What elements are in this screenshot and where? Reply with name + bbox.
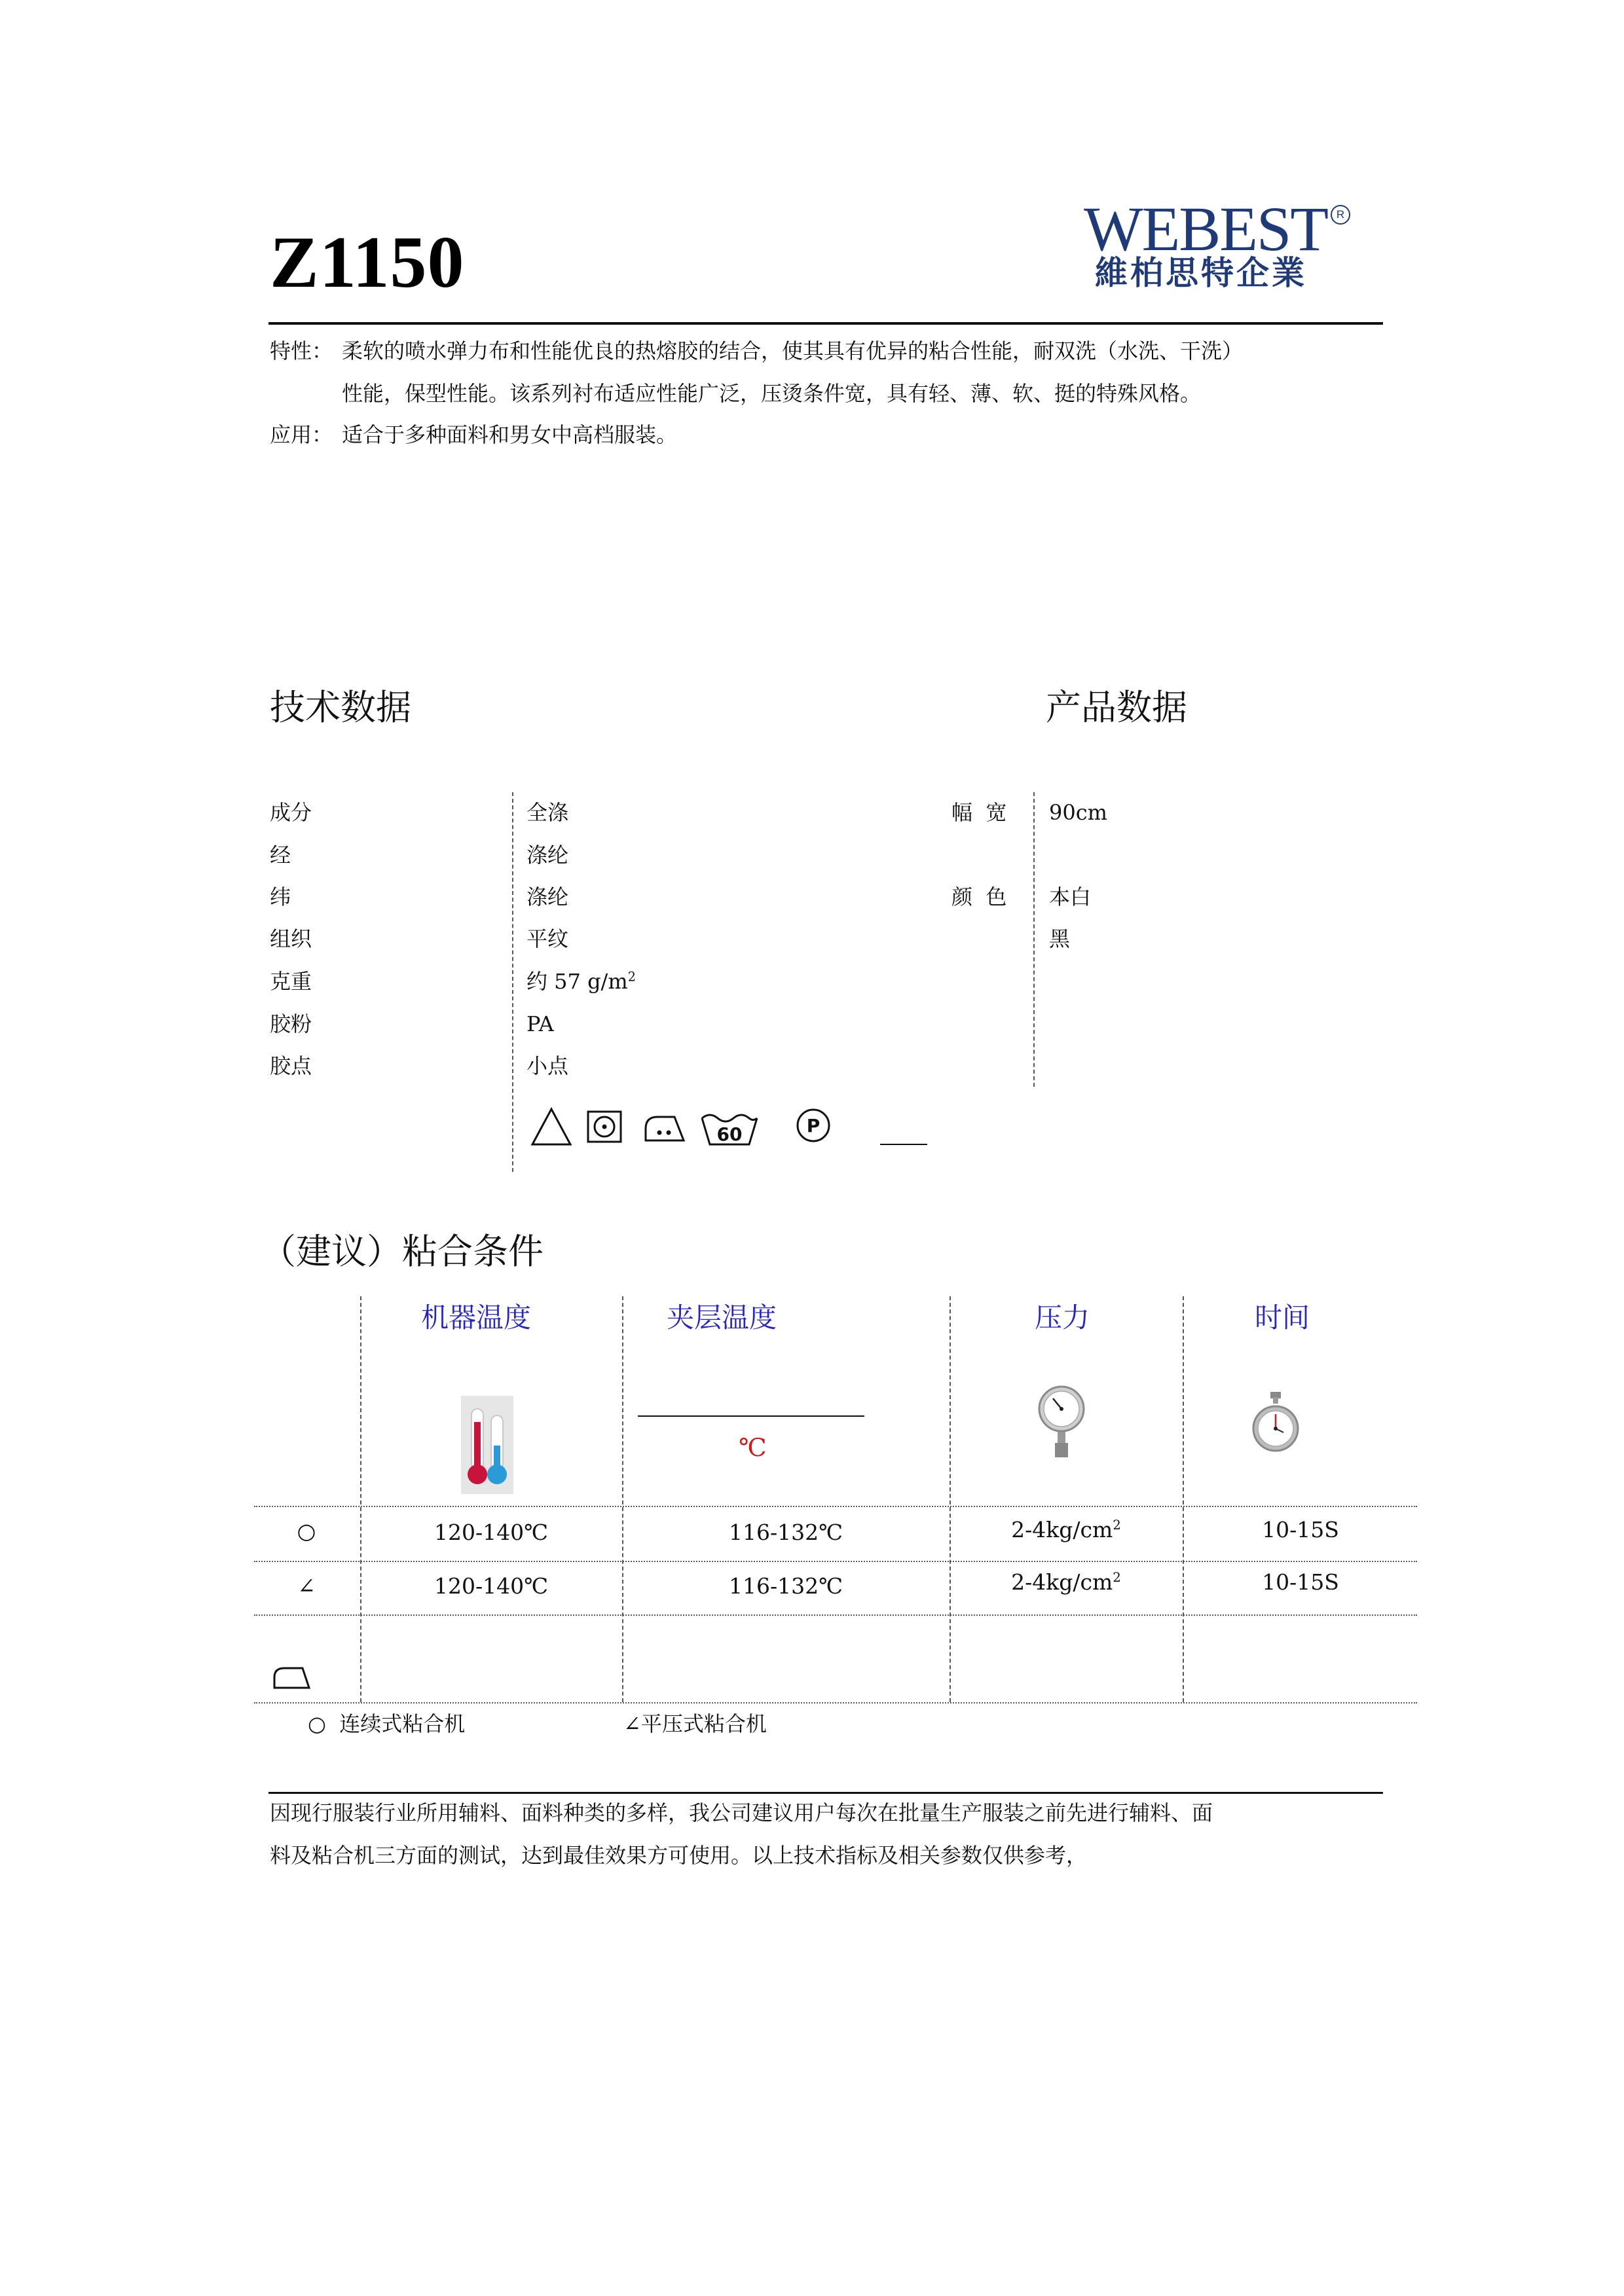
product-value-width: 90cm xyxy=(1049,800,1107,825)
legend-flat: ∠平压式粘合机 xyxy=(623,1711,767,1736)
row1-time: 10-15S xyxy=(1262,1517,1339,1542)
tech-label-weight: 克重 xyxy=(270,969,312,994)
header-pressure: 压力 xyxy=(1034,1302,1090,1334)
bonding-row-sep-4 xyxy=(254,1702,1417,1704)
product-value-color-2: 黑 xyxy=(1049,926,1071,951)
feature-label: 特性： xyxy=(270,338,333,363)
wash-60-icon xyxy=(702,1115,757,1145)
inner-temp-unit: ℃ xyxy=(739,1433,767,1462)
iron-two-dots-icon xyxy=(646,1117,684,1140)
tech-label-dot: 胶点 xyxy=(270,1053,312,1078)
row1-inner-temp: 116-132℃ xyxy=(728,1520,843,1545)
tech-value-composition: 全涤 xyxy=(526,800,569,825)
row-symbol-continuous: ○ xyxy=(297,1518,316,1544)
row-symbol-flat: ∠ xyxy=(297,1573,316,1599)
tech-label-adhesive: 胶粉 xyxy=(270,1011,312,1036)
triangle-bleach-icon xyxy=(532,1109,570,1144)
stopwatch-icon xyxy=(1251,1389,1301,1457)
bonding-title: （建议）粘合条件 xyxy=(261,1231,544,1272)
feature-text-line2: 性能，保型性能。该系列衬布适应性能广泛，压烫条件宽，具有轻、薄、软、挺的特殊风格。 xyxy=(342,381,1202,406)
product-value-color-1: 本白 xyxy=(1049,884,1092,909)
dry-clean-p-icon xyxy=(798,1110,829,1141)
bonding-col-sep-2 xyxy=(622,1296,623,1702)
tech-label-weft: 纬 xyxy=(270,884,291,909)
tech-label-weave: 组织 xyxy=(270,926,312,951)
tech-value-weave: 平纹 xyxy=(526,926,569,951)
product-data-title: 产品数据 xyxy=(1046,687,1187,728)
feature-text-line1: 柔软的喷水弹力布和性能优良的热熔胶的结合，使其具有优异的粘合性能，耐双洗（水洗、干洗） xyxy=(342,338,1244,363)
tech-value-adhesive: PA xyxy=(526,1011,554,1036)
bonding-col-sep-4 xyxy=(1183,1296,1184,1702)
pressure-gauge-icon xyxy=(1037,1383,1086,1460)
weight-unit-sup: 2 xyxy=(627,969,636,985)
footer-note-line1: 因现行服装行业所用辅料、面料种类的多样，我公司建议用户每次在批量生产服装之前先进行辅料、面 xyxy=(270,1800,1213,1825)
tech-divider xyxy=(512,792,513,1172)
bonding-col-sep-1 xyxy=(360,1296,361,1702)
bonding-row-sep-2 xyxy=(254,1561,1417,1562)
tumble-dry-icon xyxy=(588,1112,621,1142)
tech-value-weight: 约 57 $g/m^2$ xyxy=(526,969,636,994)
tech-value-warp: 涤纶 xyxy=(526,843,569,867)
row1-machine-temp: 120-140℃ xyxy=(434,1520,549,1545)
application-label: 应用： xyxy=(270,422,333,447)
registered-mark-icon: R xyxy=(1331,205,1350,225)
footer-note-line2: 料及粘合机三方面的测试，达到最佳效果方可使用。以上技术指标及相关参数仅供参考， xyxy=(270,1843,1088,1868)
inner-temp-blank-line xyxy=(638,1415,864,1417)
application-text: 适合于多种面料和男女中高档服装。 xyxy=(342,422,678,447)
header-time: 时间 xyxy=(1254,1302,1310,1334)
tech-label-composition: 成分 xyxy=(270,800,312,825)
tech-value-weft: 涤纶 xyxy=(526,884,569,909)
row2-pressure: $2-4kg/cm^2$ xyxy=(1011,1569,1121,1595)
header-rule xyxy=(268,322,1383,325)
row2-time: 10-15S xyxy=(1262,1569,1339,1595)
header-machine-temp: 机器温度 xyxy=(420,1302,531,1334)
care-symbols xyxy=(529,1104,948,1150)
thermometer-icon xyxy=(461,1396,513,1494)
tech-data-title: 技术数据 xyxy=(270,687,411,728)
tech-label-warp: 经 xyxy=(270,843,291,867)
product-label-width: 幅 宽 xyxy=(951,800,1007,825)
bonding-row-sep-3 xyxy=(254,1614,1417,1616)
row2-inner-temp: 116-132℃ xyxy=(728,1573,843,1599)
model-title: Z1150 xyxy=(270,222,465,303)
header-inner-temp: 夹层温度 xyxy=(666,1302,777,1334)
row2-machine-temp: 120-140℃ xyxy=(434,1573,549,1599)
product-divider xyxy=(1033,792,1035,1087)
product-label-color: 颜 色 xyxy=(951,884,1007,909)
iron-icon xyxy=(272,1663,312,1690)
footer-rule xyxy=(268,1792,1383,1794)
legend-continuous: ○ 连续式粘合机 xyxy=(308,1711,466,1736)
brand-logo-text: WEBEST xyxy=(1084,194,1327,264)
dry-clean-letter: P xyxy=(806,1115,821,1137)
wash-temp-label: 60 xyxy=(716,1123,743,1145)
brand-chinese-name: 維柏思特企業 xyxy=(1095,254,1307,292)
bonding-row-sep-1 xyxy=(254,1506,1417,1507)
bonding-col-sep-3 xyxy=(950,1296,951,1702)
tech-value-dot: 小点 xyxy=(526,1053,569,1078)
row1-pressure: $2-4kg/cm^2$ xyxy=(1011,1517,1121,1542)
